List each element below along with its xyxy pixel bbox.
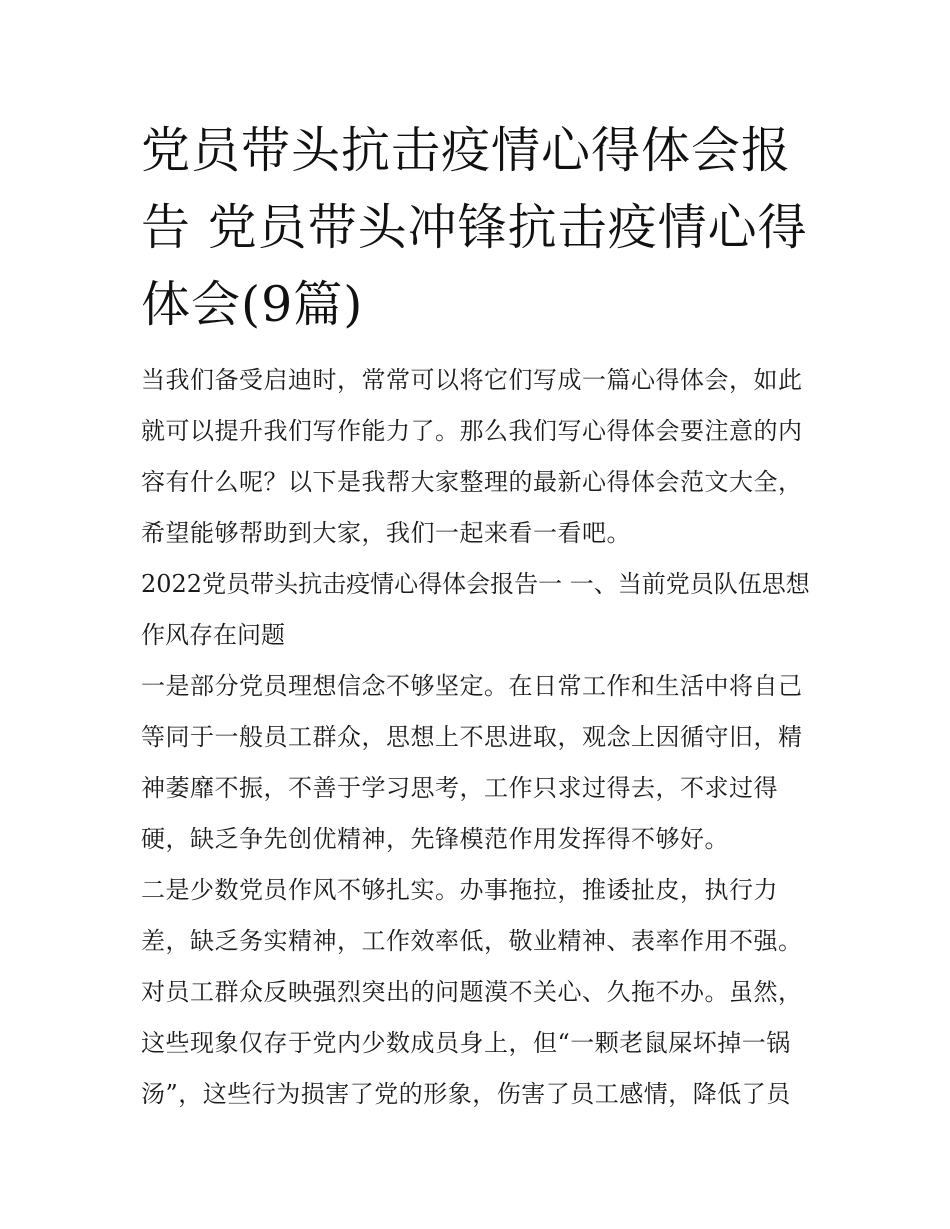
body-paragraph-1: 一是部分党员理想信念不够坚定。在日常工作和生活中将自己等同于一般员工群众，思想上不思进取，观念上因循守旧，精神萎靡不振，不善于学习思考，工作只求过得去，不求过得硬，缺乏争先创优精神，先锋模范作用发挥得不够好。: [141, 672, 803, 853]
intro-paragraph: 当我们备受启迪时，常常可以将它们写成一篇心得体会，如此就可以提升我们写作能力了。那么我们写心得体会要注意的内容有什么呢？以下是我帮大家整理的最新心得体会范文大全，希望能够帮助到大家，我们一起来看一看吧。: [141, 366, 803, 547]
section-heading: 2022党员带头抗击疫情心得体会报告一 一、当前党员队伍思想作风存在问题: [141, 570, 810, 649]
document-page: [141, 112, 813, 1120]
body-paragraph-2: 二是少数党员作风不够扎实。办事拖拉，推诿扯皮，执行力差，缺乏务实精神，工作效率低，敬业精神、表率作用不强。对员工群众反映强烈突出的问题漠不关心、久拖不办。虽然，这些现象仅存于党内少数成员身上，但“一颗老鼠屎坏掉一锅汤”，这些行为损害了党的形象，伤害了员工感情，降低了员: [141, 876, 803, 1108]
document-title: 党员带头抗击疫情心得体会报告 党员带头冲锋抗击疫情心得体会(9篇): [141, 122, 808, 333]
